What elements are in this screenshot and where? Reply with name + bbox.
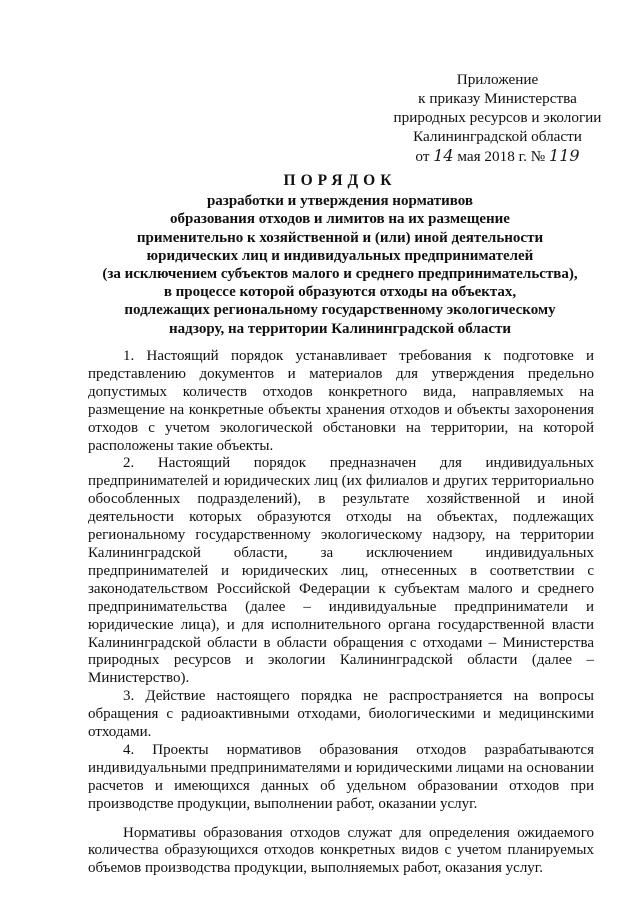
title-line: (за исключением субъектов малого и среднего предпринимательства), (102, 266, 578, 283)
appendix-date-line (380, 146, 615, 166)
paragraph-4: 4. Проекты нормативов образования отходов разрабатываются индивидуальными предпринимателями и юридическими лицами на основании расчетов и имеющихся данных об удельном образовании отходов при производстве продукции, выполнении работ, оказании услуг. (88, 741, 594, 812)
title-line: юридических лиц и индивидуальных предпринимателей (146, 247, 534, 264)
title-main: ПОРЯДОК (283, 172, 397, 189)
document-body (88, 348, 594, 878)
paragraph-2: 2. Настоящий порядок предназначен для индивидуальных предпринимателей и юридических лиц (их филиалов и других территориально обособленных подразделений), в результате хозяйственной и иной деятельности которых образуются отходы на объектах, подлежащих региональному государственному экологическому надзору, на территории Калининградской области, за исключением индивидуальных предпринимателей и юридических лиц, отнесенных в соответствии с законодательством Российской Федерации к субъектам малого и среднего предпринимательства (далее – индивидуальные предприниматели и юридические лица), и для исполнительного органа государственной власти Калининградской области в области обращения с отходами – Министерства природных ресурсов и экологии Калининградской области (далее – Министерство). (88, 455, 594, 687)
title-line: разработки и утверждения нормативов (206, 193, 474, 210)
date-prefix: от (415, 148, 430, 165)
title-line: образования отходов и лимитов на их размещение (170, 211, 510, 228)
paragraph-1: 1. Настоящий порядок устанавливает требования к подготовке и представлению документов и материалов для утверждения предельно допустимых количеств отходов конкретного вида, направляемых на размещение на конкретные объекты хранения отходов и объекты захоронения отходов с учетом экологической обстановки на территории, на которой расположены такие объекты. (88, 348, 594, 454)
title-line: в процессе которой образуются отходы на объектах, (163, 284, 517, 301)
document-title (70, 172, 610, 338)
appendix-line: Калининградской области (413, 128, 582, 145)
appendix-line: природных ресурсов и экологии (393, 109, 602, 126)
handwritten-number: 119 (549, 146, 580, 165)
paragraph-5: Нормативы образования отходов служат для определения ожидаемого количества образующихся отходов конкретных видов с учетом планируемых объемов производства продукции, выполняемых работ, оказания услуг. (88, 824, 594, 877)
title-line: применительно к хозяйственной и (или) иной деятельности (136, 229, 544, 246)
title-line: надзору, на территории Калининградской области (168, 320, 512, 337)
appendix-line: Приложение (456, 71, 539, 88)
appendix-header (380, 70, 615, 166)
paragraph-3: 3. Действие настоящего порядка не распространяется на вопросы обращения с радиоактивными отходами, биологическими и медицинскими отходами. (88, 688, 594, 741)
date-rest: мая 2018 г. № (457, 148, 546, 165)
appendix-line: к приказу Министерства (418, 90, 577, 107)
handwritten-day: 14 (433, 146, 454, 165)
title-line: подлежащих региональному государственному экологическому (124, 302, 556, 319)
